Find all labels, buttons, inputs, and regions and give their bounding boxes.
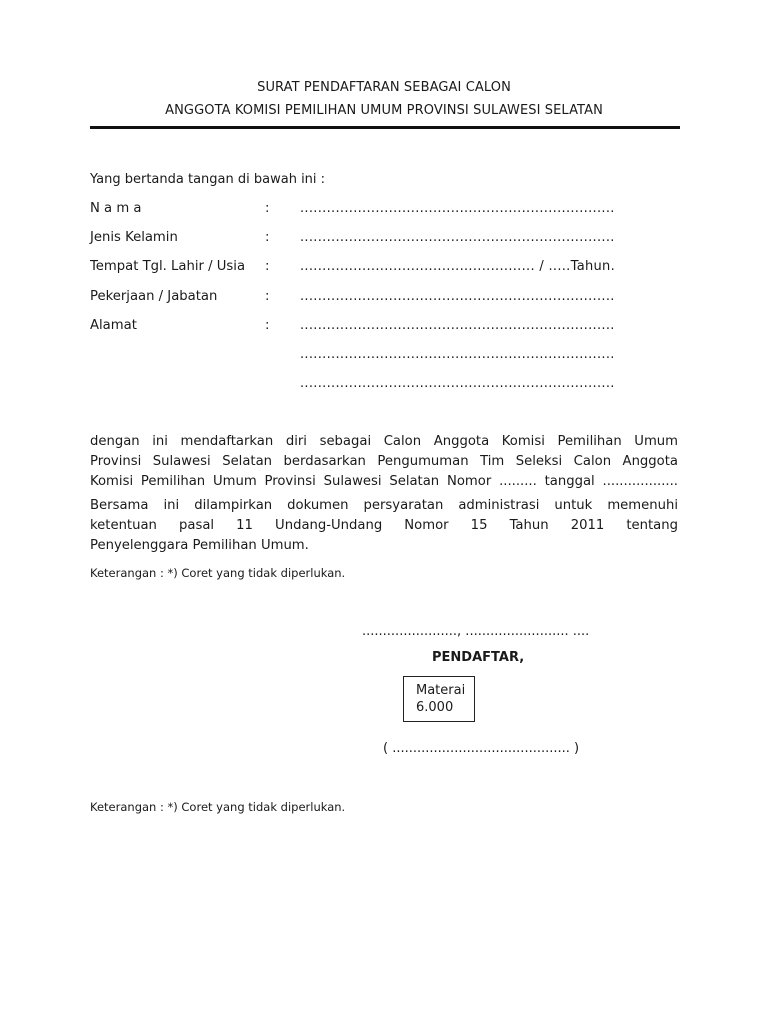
paragraph-line: Komisi Pemilihan Umum Provinsi Sulawesi Selatan Nomor ......... tanggal .................. — [90, 474, 678, 489]
field-value-tempat-tgl-lahir: ..................................................... / .....Tahun. — [300, 259, 616, 274]
note-keterangan-2: Keterangan : *) Coret yang tidak diperlukan. — [90, 800, 346, 814]
title-line-1: SURAT PENDAFTARAN SEBAGAI CALON — [257, 80, 511, 95]
paragraph-line: Penyelenggara Pemilihan Umum. — [90, 538, 309, 553]
stamp-value: 6.000 — [416, 700, 454, 715]
field-label-tempat-tgl-lahir: Tempat Tgl. Lahir / Usia — [90, 259, 246, 274]
field-value-alamat-line-2: ....................................................................... — [300, 347, 615, 362]
field-label-pekerjaan: Pekerjaan / Jabatan — [90, 289, 218, 304]
field-label-jenis-kelamin: Jenis Kelamin — [90, 230, 178, 245]
field-value-alamat: ....................................................................... — [300, 318, 615, 333]
signer-role: PENDAFTAR, — [432, 650, 525, 665]
note-keterangan-1: Keterangan : *) Coret yang tidak diperlukan. — [90, 566, 346, 580]
field-value-nama: ....................................................................... — [300, 201, 615, 216]
paragraph-line: dengan ini mendaftarkan diri sebagai Calon Anggota Komisi Pemilihan Umum — [90, 434, 678, 449]
field-colon: : — [265, 318, 270, 333]
field-label-nama: N a m a — [90, 201, 142, 216]
field-value-alamat-line-3: ....................................................................... — [300, 376, 615, 391]
field-value-jenis-kelamin: ....................................................................... — [300, 230, 615, 245]
field-colon: : — [265, 201, 270, 216]
place-date-line: ......................., ......................... .... — [362, 624, 590, 639]
paragraph-line: ketentuan pasal 11 Undang-Undang Nomor 15 Tahun 2011 tentang — [90, 518, 678, 533]
stamp-box — [403, 676, 475, 722]
field-colon: : — [265, 289, 270, 304]
field-value-pekerjaan: ....................................................................... — [300, 289, 615, 304]
paragraph-line: Provinsi Sulawesi Selatan berdasarkan Pengumuman Tim Seleksi Calon Anggota — [90, 454, 678, 469]
field-colon: : — [265, 230, 270, 245]
field-label-alamat: Alamat — [90, 318, 137, 333]
title-underline — [90, 126, 680, 129]
paragraph-attachments — [90, 496, 678, 556]
paragraph-line: Bersama ini dilampirkan dokumen persyaratan administrasi untuk memenuhi — [90, 498, 678, 513]
field-colon: : — [265, 259, 270, 274]
signer-name-line: ( ........................................... ) — [383, 741, 580, 756]
intro-text: Yang bertanda tangan di bawah ini : — [90, 172, 326, 187]
title-line-2: ANGGOTA KOMISI PEMILIHAN UMUM PROVINSI SULAWESI SELATAN — [165, 103, 603, 118]
paragraph-registration — [90, 432, 678, 492]
stamp-label: Materai — [416, 683, 466, 698]
